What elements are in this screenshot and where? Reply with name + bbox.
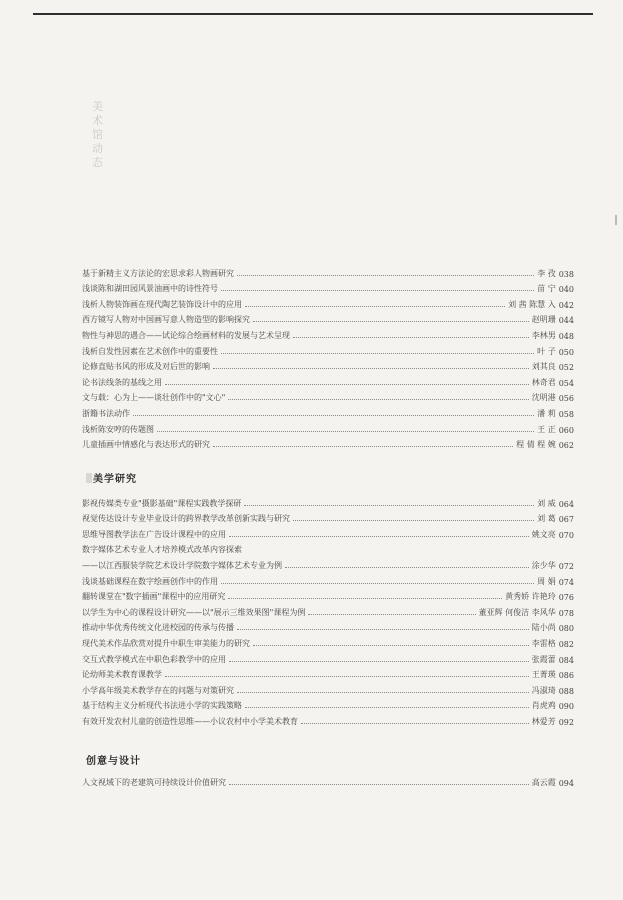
toc-entry — [82, 419, 574, 435]
dot-leader — [228, 399, 528, 400]
entry-title: 浅析人物装饰画在现代陶艺装饰设计中的应用 — [82, 299, 242, 309]
entry-page: 056 — [558, 394, 574, 404]
toc-entry — [82, 263, 574, 279]
entry-page: 038 — [558, 269, 574, 279]
toc-entry — [82, 665, 574, 681]
entry-title: 推动中华优秀传统文化进校园的传承与传播 — [82, 623, 234, 633]
toc-entry — [82, 587, 574, 603]
entry-page: 064 — [558, 499, 574, 509]
entry-title: 人文视域下的老建筑可持续设计价值研究 — [82, 777, 226, 787]
toc-entry — [82, 711, 574, 727]
toc-section-1 — [82, 263, 574, 450]
toc-entry — [82, 571, 574, 587]
entry-title: 基于结构主义分析现代书法进小学的实践策略 — [82, 701, 242, 711]
toc-entry — [82, 772, 574, 788]
entry-author: 刘 葛 — [537, 514, 556, 524]
toc-entry — [82, 357, 574, 373]
dot-leader — [253, 321, 529, 322]
entry-page: 076 — [558, 593, 574, 603]
entry-author: 刘 茜 陈慧 入 — [508, 299, 556, 309]
entry-page: 072 — [558, 561, 574, 571]
entry-page: 042 — [558, 300, 574, 310]
toc-entry — [82, 696, 574, 712]
entry-title: 论幼师美术教育课教学 — [82, 670, 162, 680]
entry-author: 姚文亮 — [531, 529, 556, 539]
entry-author: 张霞蕾 — [531, 654, 556, 664]
dot-leader — [245, 306, 505, 307]
dot-leader — [213, 446, 513, 447]
dot-leader — [157, 431, 534, 432]
entry-title: 论修直贴书风的形成及对后世的影响 — [82, 362, 210, 372]
toc-entry — [82, 341, 574, 357]
toc-section-2 — [82, 493, 574, 727]
dot-leader — [237, 692, 529, 693]
entry-title: 浅析陈安哼的传题图 — [82, 424, 154, 434]
entry-page: 088 — [558, 686, 574, 696]
dot-leader — [221, 583, 534, 584]
toc-entry — [82, 325, 574, 341]
dot-leader — [228, 598, 502, 599]
toc-entry — [82, 555, 574, 571]
entry-page: 082 — [558, 639, 574, 649]
faded-watermark: 美术馆动态 — [92, 100, 103, 169]
entry-page: 052 — [558, 363, 574, 373]
entry-author: 李林男 — [531, 330, 556, 340]
toc-entry — [82, 680, 574, 696]
entry-title: 文与载：心为上——谈壮创作中的"文心" — [82, 393, 226, 403]
entry-title: 交互式教学模式在中职色彩教学中的应用 — [82, 654, 226, 664]
dot-leader — [245, 707, 529, 708]
entry-title: 视觉传达设计专业毕业设计的跨界教学改革创新实践与研究 — [82, 514, 290, 524]
dot-leader — [165, 384, 529, 385]
entry-title: 现代美术作品欣赏对提升中职生审美能力的研究 — [82, 638, 250, 648]
dot-leader — [221, 290, 534, 291]
entry-author: 涂少华 — [531, 560, 556, 570]
toc-entry — [82, 649, 574, 665]
entry-author: 刘 威 — [537, 498, 556, 508]
entry-page: 054 — [558, 378, 574, 388]
entry-author: 周 娟 — [537, 576, 556, 586]
dot-leader — [244, 505, 534, 506]
dot-leader — [165, 676, 529, 677]
entry-author: 潘 莉 — [537, 408, 556, 418]
dot-leader — [237, 275, 534, 276]
dot-leader — [308, 614, 475, 615]
entry-page: 058 — [558, 409, 574, 419]
entry-author: 赵明珊 — [531, 315, 556, 325]
entry-page: 062 — [558, 441, 574, 451]
toc-entry — [82, 540, 574, 556]
entry-title: 小学高年级美术教学存在的问题与对策研究 — [82, 685, 234, 695]
entry-title: ——以江西服装学院艺术设计学院数字媒体艺术专业为例 — [82, 560, 282, 570]
dot-leader — [221, 353, 534, 354]
entry-title: 影视传媒类专业"摄影基础"课程实践教学探研 — [82, 498, 242, 508]
entry-title: 思维导图教学法在广告设计课程中的应用 — [82, 529, 226, 539]
entry-author: 陆小尚 — [531, 623, 556, 633]
entry-author: 沈明港 — [531, 393, 556, 403]
entry-title: 翻转课堂在"数字插画"课程中的应用研究 — [82, 592, 226, 602]
entry-page: 050 — [558, 347, 574, 357]
entry-page: 078 — [558, 608, 574, 618]
entry-author: 董亚辉 何俊洁 李风华 — [478, 607, 556, 617]
entry-title: 西方镜写人物对中国画写意人物造型的影响探究 — [82, 315, 250, 325]
toc-entry — [82, 403, 574, 419]
entry-title: 基于新精主义方法论的宏思求彩人物画研究 — [82, 268, 234, 278]
section-header-text: 美学研究 — [93, 474, 137, 485]
entry-page: 094 — [558, 778, 574, 788]
entry-page: 080 — [558, 624, 574, 634]
entry-page: 084 — [558, 655, 574, 665]
entry-page: 070 — [558, 530, 574, 540]
entry-page: 060 — [558, 425, 574, 435]
entry-title: 浅谈基础课程在数字绘画创作中的作用 — [82, 576, 218, 586]
entry-title: 以学生为中心的课程设计研究——以"展示三维效果图"课程为例 — [82, 607, 306, 617]
dot-leader — [237, 629, 529, 630]
toc-entry — [82, 294, 574, 310]
entry-author: 林爱芳 — [531, 716, 556, 726]
section-header — [86, 752, 141, 767]
entry-author: 程 倩 程 婉 — [516, 440, 556, 450]
entry-page: 074 — [558, 577, 574, 587]
entry-author: 叶 子 — [537, 346, 556, 356]
entry-page: 040 — [558, 285, 574, 295]
toc-entry — [82, 602, 574, 618]
entry-page: 086 — [558, 671, 574, 681]
toc-entry — [82, 279, 574, 295]
entry-author: 林奇君 — [531, 377, 556, 387]
top-rule — [33, 13, 593, 15]
dot-leader — [293, 337, 529, 338]
dot-leader — [285, 567, 529, 568]
entry-title: 数字媒体艺术专业人才培养模式改革内容探索 — [82, 545, 242, 555]
toc-entry — [82, 388, 574, 404]
entry-author: 苗 宁 — [537, 284, 556, 294]
entry-author: 刘其良 — [531, 362, 556, 372]
entry-page: 044 — [558, 316, 574, 326]
dot-leader — [229, 536, 529, 537]
toc-entry — [82, 372, 574, 388]
entry-author: 王 正 — [537, 424, 556, 434]
entry-author: 冯淑琦 — [531, 685, 556, 695]
entry-page: 090 — [558, 702, 574, 712]
entry-title: 浅析自发性因素在艺术创作中的重要性 — [82, 346, 218, 356]
entry-author: 黄秀娇 许艳玲 — [505, 592, 556, 602]
entry-author: 高云霞 — [531, 777, 556, 787]
toc-entry — [82, 435, 574, 451]
dot-leader — [301, 723, 529, 724]
toc-entry — [82, 633, 574, 649]
section-header — [86, 470, 137, 485]
toc-entry — [82, 310, 574, 326]
entry-title: 浅谈陈和湖田园风景油画中的诗性符号 — [82, 284, 218, 294]
entry-title: 物性与神思的遇合——试论综合绘画材料的发展与艺术呈现 — [82, 330, 290, 340]
toc-entry — [82, 524, 574, 540]
entry-author: 王菁瑛 — [531, 670, 556, 680]
entry-title: 论书法线条的基线之用 — [82, 377, 162, 387]
dot-leader — [213, 368, 529, 369]
entry-page: 048 — [558, 331, 574, 341]
entry-title: 儿童插画中情感化与表达形式的研究 — [82, 440, 210, 450]
entry-page: 092 — [558, 717, 574, 727]
entry-title: 浙籍书法动作 — [82, 408, 130, 418]
dot-leader — [253, 645, 529, 646]
entry-title: 有效开发农村儿童的创造性思维——小议农村中小学美术教育 — [82, 716, 298, 726]
header-lead-mark — [86, 473, 92, 483]
entry-author: 李雷格 — [531, 638, 556, 648]
toc-entry — [82, 493, 574, 509]
section-header-text: 创意与设计 — [86, 756, 141, 767]
entry-author: 肖虎鸡 — [531, 701, 556, 711]
toc-entry — [82, 618, 574, 634]
dot-leader — [229, 784, 529, 785]
toc-entry — [82, 509, 574, 525]
dot-leader — [133, 415, 534, 416]
entry-page: 067 — [558, 515, 574, 525]
dot-leader — [229, 661, 529, 662]
dot-leader — [293, 520, 534, 521]
toc-section-3 — [82, 772, 574, 788]
entry-author: 李 孜 — [537, 268, 556, 278]
margin-mark — [615, 215, 617, 225]
